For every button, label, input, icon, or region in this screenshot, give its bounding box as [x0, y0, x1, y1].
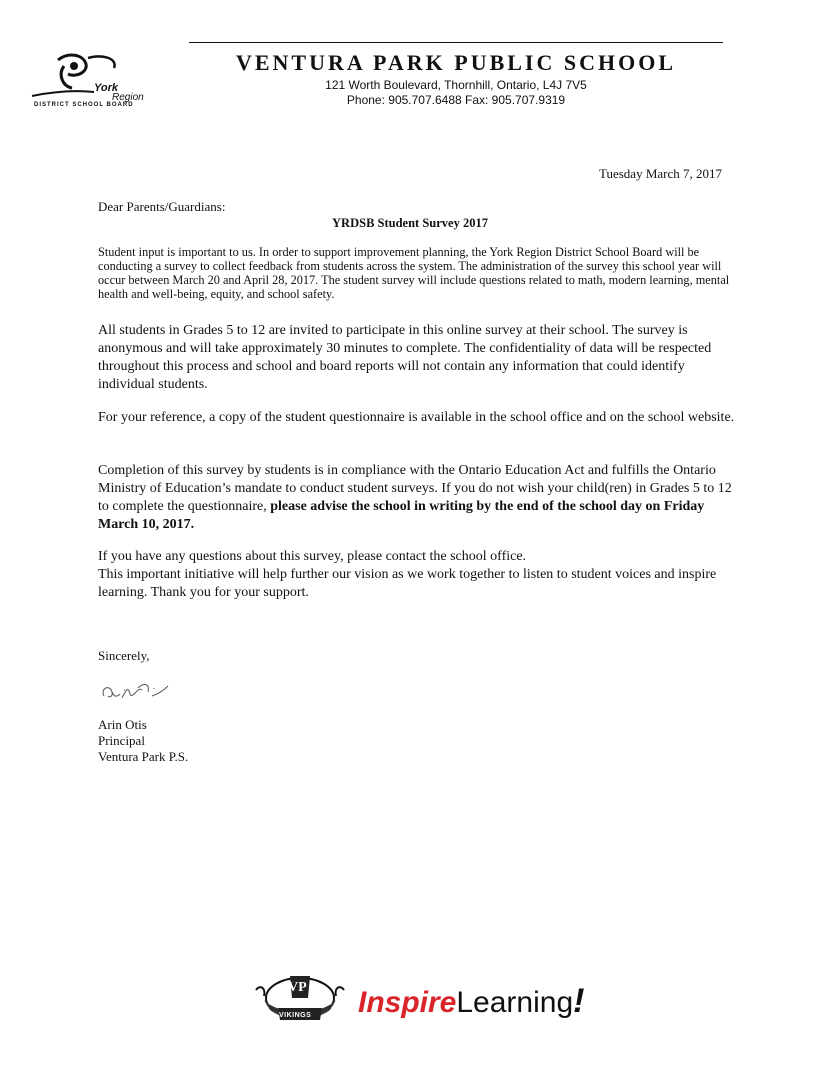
footer-branding — [250, 970, 590, 1030]
header-rule — [189, 42, 723, 43]
tagline-inspire: Inspire — [358, 986, 457, 1019]
compliance-deadline: please advise the school in writing by the end of the school day on Friday March 10, 2017. — [98, 499, 705, 532]
paragraph-contact — [98, 548, 738, 602]
letter-date: Tuesday March 7, 2017 — [598, 166, 722, 181]
letter-subject: YRDSB Student Survey 2017 — [332, 216, 488, 230]
signatory-school: Ventura Park P.S. — [98, 749, 189, 764]
school-phone-fax: Phone: 905.707.6488 Fax: 905.707.9319 — [346, 93, 566, 107]
tagline-learning: Learning — [456, 986, 574, 1019]
vikings-ship-logo — [250, 970, 350, 1030]
school-address: 121 Worth Boulevard, Thornhill, Ontario, L4J 7V5 — [325, 78, 587, 92]
vikings-ship-logo-icon — [250, 970, 350, 1030]
signatory-title: Principal — [98, 733, 145, 748]
compliance-text: Completion of this survey by students is in compliance with the Ontario Education Act and fulfills the Ontario Ministry of Education’s mandate to conduct student surveys. If you do not wish your child(ren) in Grades 5 to 12 to complete the questionnaire, — [98, 463, 732, 514]
logo-word-york: York — [94, 82, 119, 94]
vikings-initials: VP — [288, 980, 307, 995]
salutation: Dear Parents/Guardians: — [98, 199, 226, 214]
logo-word-region: Region — [112, 92, 144, 103]
vikings-banner: VIKINGS — [279, 1012, 312, 1019]
paragraph-compliance — [98, 462, 738, 534]
closing: Sincerely, — [98, 648, 150, 663]
york-region-logo — [28, 52, 148, 114]
logo-board-name: DISTRICT SCHOOL BOARD — [34, 102, 134, 108]
paragraph-participation: All students in Grades 5 to 12 are invited to participate in this online survey at their school. The survey is anonymous and will take approximately 30 minutes to complete. The confidentiality of data will be respected throughout this process and school and board reports will not contain any information that could identify individual students. — [98, 323, 712, 392]
school-name: VENTURA PARK PUBLIC SCHOOL — [235, 50, 677, 75]
paragraph-reference: For your reference, a copy of the student questionnaire is available in the school office and on the school website. — [98, 410, 735, 425]
vision-line: This important initiative will help further our vision as we work together to listen to student voices and inspire learning. Thank you for your support. — [98, 567, 717, 600]
signatory-name: Arin Otis — [98, 717, 147, 732]
tagline-exclamation: ! — [573, 982, 585, 1020]
handwritten-signature-icon — [98, 676, 178, 706]
paragraph-survey-intro: Student input is important to us. In order to support improvement planning, the York Region District School Board will be conducting a survey to collect feedback from students across the system. The administration of the survey this school year will occur between March 20 and April 28, 2017. The student survey will include questions related to math, modern learning, mental health and well-being, equity, and school safety. — [98, 245, 730, 301]
inspire-learning-tagline — [358, 982, 584, 1021]
contact-line: If you have any questions about this survey, please contact the school office. — [98, 549, 527, 564]
